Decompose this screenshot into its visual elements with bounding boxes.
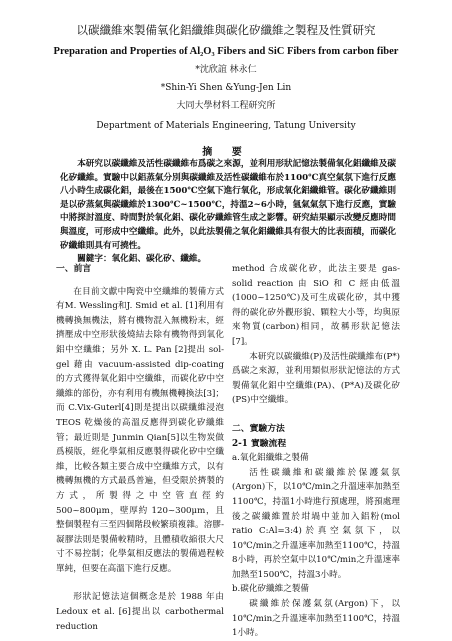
affiliation-english: Department of Materials Engineering, Tatung University — [96, 121, 356, 131]
title-english: Preparation and Properties of Al₂O₃ Fibers and SiC Fibers from carbon fiber — [53, 46, 399, 57]
keywords: 關鍵字：氧化鋁、碳化矽、纖維。 — [77, 254, 207, 265]
item-a-heading: a.氧化鋁纖維之製備 — [232, 453, 309, 464]
item-a-text: 活性碳纖維和碳纖維於保護氣氛(Argon)下，以10℃/min之升溫速率加熱至1100℃，持溫1小時進行預處理，將預處理後之碳纖維置於坩堝中並加入鋁粉(mol ratio C:Al=3:4)於真空氣氛下，以10℃/min之升溫速率加熱至1100℃，持溫8小時，再於空氣中以10℃/min之升溫速率加熱至1500℃，持溫3小時。 — [232, 467, 400, 580]
item-b-heading: b.碳化矽纖維之製備 — [232, 584, 309, 595]
abstract-block — [60, 158, 396, 267]
methods-heading: 二、實驗方法 — [232, 423, 285, 434]
abstract-heading: 摘 要 — [202, 147, 250, 158]
right-paragraph-2: 本研究以碳纖維(P)及活性碳纖維布(P*)爲碳之來源，並利用類似形狀記憶法的方式製備氧化鋁中空纖維(PA)、(P*A)及碳化矽(PS)中空纖維。 — [232, 351, 400, 406]
authors-english: *Shin-Yi Shen &Yung-Jen Lin — [160, 83, 292, 93]
affiliation-chinese: 大同大學材料工程研究所 — [176, 101, 276, 111]
title-chinese: 以碳纖維來製備氧化鋁纖維與碳化矽纖維之製程及性質研究 — [76, 23, 376, 37]
intro-paragraph-1: 在目前文獻中陶瓷中空纖維的製備方式有M. Wessling和J. Smid et al. [1]利用有機轉換無機法，將有機物混入無機粉末，經擠壓成中空形狀後燒結去除有機物得到氧化鋁中空纖維；另外 X. L. Pan [2]提出 sol-gel 藉由 vacuum-assisted dip-coating 的方式獲得氧化鋁中空纖維，而碳化矽中空纖維的部份，亦有利用有機無機轉換法[3]；而 C.Vix-Guterl[4]則是提出以碳纖維浸泡 TEOS 乾燥後的高溫反應得到碳化矽纖維管；最近則是 Junmin Qian[5]以生物炭做爲模版，經化學氣相反應製得碳化矽中空纖維，比較各類主要合成中空纖維方式，以有機轉無機的方式最爲普遍，但受限於擠製的方式，所製得之中空管直徑約 500~800μm，壁厚約 120~300μm，且整個製程有三至四個階段較繁瑣複雜。溶膠-凝膠法則是製備較精時，且體積收縮很大尺寸不易控制；化學氣相反應法的製備過程較單純，但要在高溫下進行反應。 — [56, 286, 224, 574]
abstract-text: 本研究以碳纖維及活性碳纖維布爲碳之來源，並利用形狀記憶法製備氧化鋁纖維及碳化矽纖維。實驗中以鋁蒸氣分別與碳纖維及活性碳纖維布於1100℃真空氣氛下進行反應八小時生成碳化鋁，最後在1500℃空氣下進行氧化，形成氧化鋁纖維管。碳化矽纖維則是以矽蒸氣與碳纖維於1300℃~1500℃，持溫2~6小時，氬氣氣氛下進行反應，實驗中將探討溫度、時間對於氧化鋁、碳化矽纖維管生成之影響。研究結果顯示改變反應時間與溫度，可形成中空纖維。此外，以此法製備之氧化鋁纖維具有很大的比表面積，而碳化矽纖維則具有可撓性。 — [60, 159, 396, 251]
authors-chinese: *沈欣誼 林永仁 — [195, 65, 257, 75]
right-column — [232, 262, 400, 641]
intro-heading: 一、前言 — [56, 264, 92, 274]
subsection-heading: 2-1 實驗流程 — [232, 438, 287, 449]
item-b-text: 碳纖維於保護氣氛(Argon)下，以 10℃/min之升溫速率加熱至1100℃，持溫1小時。 — [232, 599, 400, 639]
left-column — [56, 262, 224, 634]
right-paragraph-1: method 合成碳化矽，此法主要是 gas-solid reaction 由 SiO 和 C 經由低溫(1000~1250℃)及可生成碳化矽，其中獲得的碳化矽外觀形貌、顆粒大小等，均與原來物質(carbon)相同，故稱形狀記憶法[7]。 — [232, 264, 400, 347]
intro-paragraph-2: 形狀記憶法這個概念是於 1988 年由 Ledoux et al. [6]提出以 carbothermal reduction — [56, 592, 224, 632]
